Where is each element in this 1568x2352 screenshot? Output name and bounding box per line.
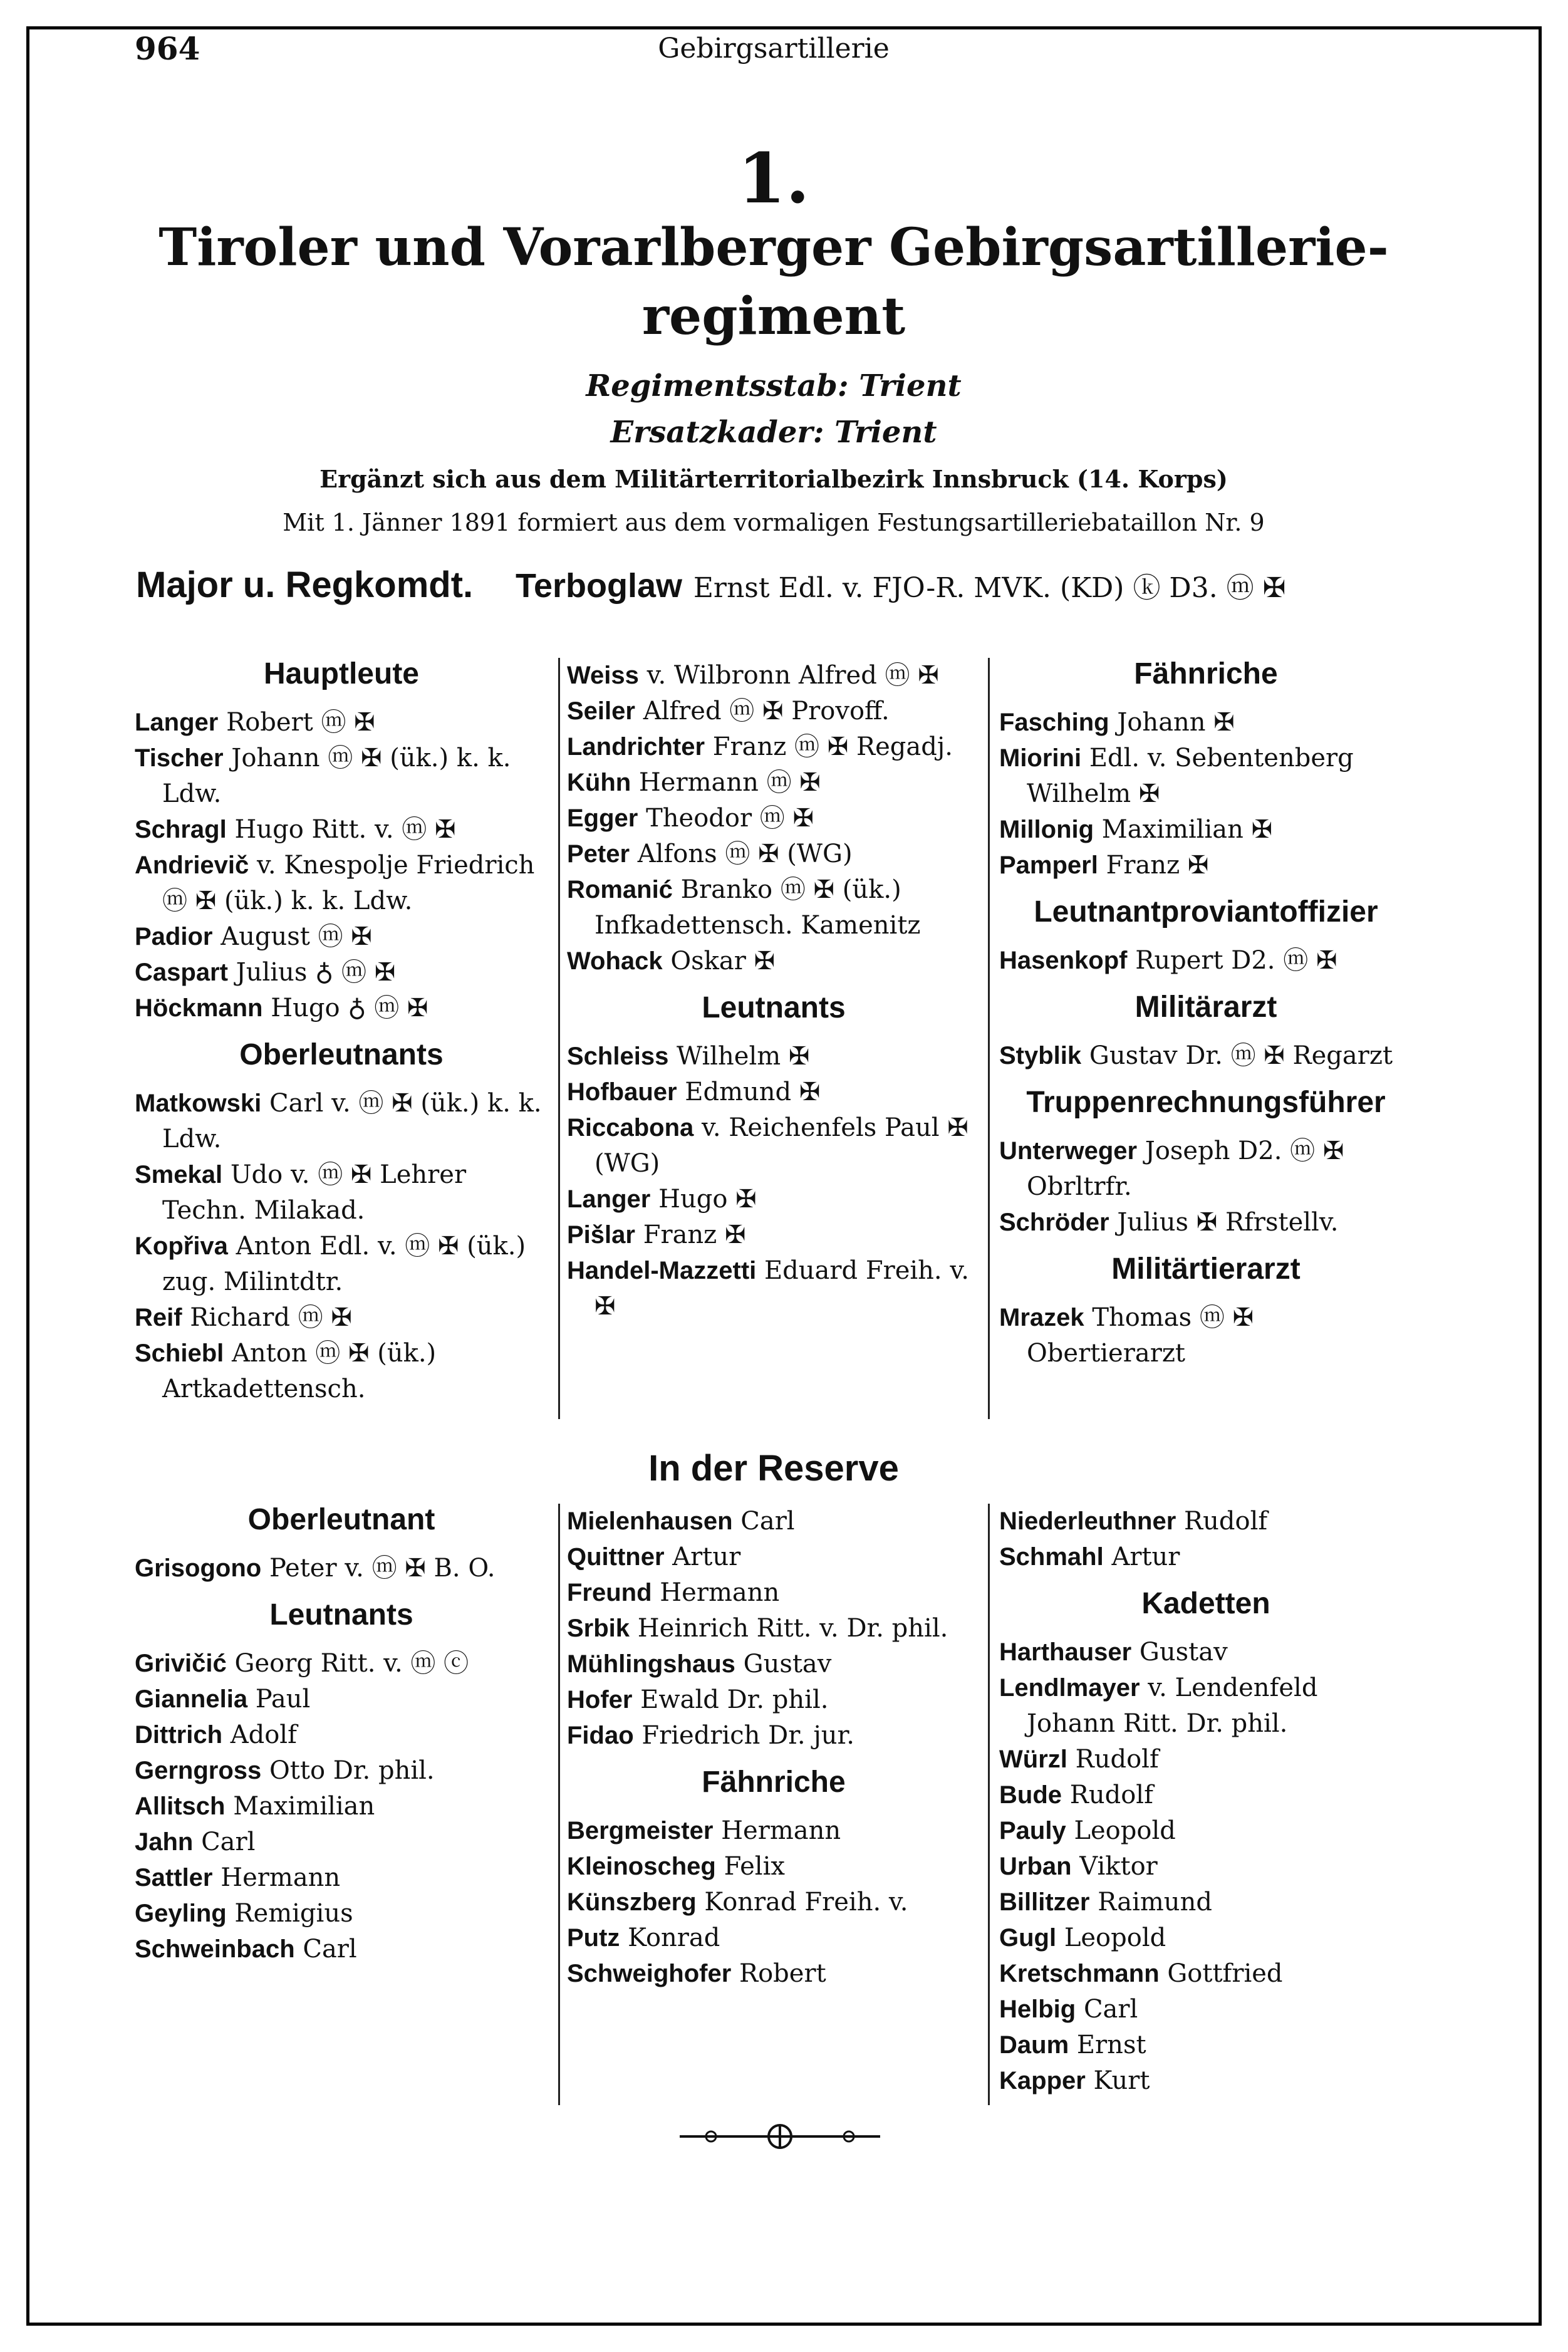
roster-entry: [567, 872, 980, 944]
given-name-and-details: Viktor: [1079, 1852, 1158, 1881]
roster-entry: [135, 1682, 548, 1717]
given-name-and-details: Remigius: [234, 1899, 353, 1928]
surname: Kapper: [999, 2067, 1086, 2094]
surname: Daum: [999, 2031, 1069, 2059]
roster-entry: [999, 1504, 1413, 1539]
roster-entry: [567, 1217, 980, 1253]
rank-heading: Kadetten: [1141, 1587, 1270, 1620]
surname: Millonig: [999, 816, 1094, 843]
surname: Giannelia: [135, 1685, 248, 1713]
surname: Mielenhausen: [567, 1507, 733, 1535]
surname: Weiss: [567, 662, 639, 689]
surname: Kretschmann: [999, 1960, 1160, 1987]
given-name-and-details: Thomas ⓜ ✠ Obertierarzt: [1027, 1303, 1254, 1368]
given-name-and-details: Carl: [201, 1828, 256, 1856]
surname: Handel-Mazzetti: [567, 1257, 757, 1284]
given-name-and-details: Rudolf: [1069, 1781, 1153, 1809]
given-name-and-details: Artur: [672, 1543, 741, 1571]
surname: Hofer: [567, 1686, 633, 1714]
surname: Gerngross: [135, 1757, 262, 1784]
given-name-and-details: Franz ✠: [643, 1220, 746, 1249]
surname: Schweighofer: [567, 1960, 732, 1987]
regiment-title: [128, 213, 1419, 351]
given-name-and-details: Rupert D2. ⓜ ✠: [1135, 946, 1337, 975]
given-name-and-details: Hermann: [721, 1816, 841, 1845]
roster-entry: [999, 1956, 1413, 1992]
reserve-column-1: [135, 1491, 548, 1967]
active-column-2: [567, 658, 980, 1324]
roster-entry: [567, 1885, 980, 1920]
regimentsstab: Regimentsstab: Trient: [586, 368, 962, 403]
given-name-and-details: v. Knespolje Friedrich ⓜ ✠ (ük.) k. k. Ldw.: [162, 851, 535, 915]
roster-entry: [135, 955, 548, 991]
surname: Fidao: [567, 1722, 634, 1749]
surname: Landrichter: [567, 733, 705, 761]
surname: Billitzer: [999, 1888, 1090, 1916]
given-name-and-details: Hermann ⓜ ✠: [638, 768, 821, 797]
surname: Freund: [567, 1579, 652, 1606]
surname: Mühlingshaus: [567, 1650, 735, 1678]
column-divider: [558, 1504, 560, 2105]
reserve-column-2: [567, 1504, 980, 1992]
roster-entry: [999, 1635, 1413, 1670]
roster-entry: [567, 836, 980, 872]
roster-entry: [135, 1157, 548, 1229]
roster-entry: [567, 694, 980, 729]
roster-entry: [567, 944, 980, 979]
surname: Sattler: [135, 1864, 213, 1891]
roster-entry: [567, 1039, 980, 1075]
surname: Harthauser: [999, 1638, 1132, 1666]
given-name-and-details: Maximilian ✠: [1101, 815, 1273, 844]
roster-entry: [567, 1920, 980, 1956]
rank-heading: Oberleutnants: [239, 1038, 444, 1071]
roster-entry: [567, 1182, 980, 1217]
roster-entry: [999, 1670, 1413, 1742]
given-name-and-details: Artur: [1111, 1543, 1180, 1571]
surname: Riccabona: [567, 1114, 694, 1142]
roster-entry: [999, 2027, 1413, 2063]
active-column-1: [135, 645, 548, 1407]
surname: Niederleuthner: [999, 1507, 1176, 1535]
page-number: 964: [135, 30, 200, 67]
roster-entry: [135, 1300, 548, 1336]
surname: Jahn: [135, 1828, 194, 1856]
surname: Schiebl: [135, 1340, 224, 1367]
surname: Quittner: [567, 1543, 665, 1571]
surname: Caspart: [135, 959, 228, 986]
given-name-and-details: Hugo Ritt. v. ⓜ ✠: [234, 815, 456, 844]
surname: Allitsch: [135, 1793, 226, 1820]
roster-entry: [567, 801, 980, 836]
surname: Putz: [567, 1924, 620, 1952]
given-name-and-details: Konrad Freih. v.: [704, 1888, 908, 1917]
roster-entry: [999, 848, 1413, 883]
given-name-and-details: Leopold: [1074, 1816, 1176, 1845]
surname: Kopřiva: [135, 1232, 228, 1260]
roster-entry: [135, 705, 548, 741]
given-name-and-details: Hermann: [221, 1863, 341, 1892]
given-name-and-details: Julius ✠ Rfrstellv.: [1117, 1208, 1339, 1237]
roster-entry: [999, 705, 1413, 741]
surname: Pauly: [999, 1817, 1066, 1845]
roster-entry: [135, 1086, 548, 1157]
roster-entry: [135, 1753, 548, 1789]
given-name-and-details: Branko ⓜ ✠ (ük.) Infkadettensch. Kamenitz: [594, 875, 921, 940]
roster-entry: [567, 1718, 980, 1754]
surname: Seiler: [567, 697, 635, 725]
end-ornament: [673, 2118, 886, 2155]
rank-heading: Leutnantproviantoffizier: [1034, 895, 1378, 929]
ersatzkader: Ersatzkader: Trient: [610, 415, 937, 450]
section-number: 1.: [737, 138, 810, 219]
roster-entry: [999, 1992, 1413, 2027]
regiment-title-line1: Tiroler und Vorarlberger Gebirgsartillerie-: [158, 217, 1389, 278]
surname: Schleiss: [567, 1043, 669, 1070]
surname: Wohack: [567, 947, 663, 975]
roster-entry: [999, 1777, 1413, 1813]
roster-entry: [999, 2063, 1413, 2099]
reserve-column-3: [999, 1504, 1413, 2099]
roster-entry: [999, 1849, 1413, 1885]
roster-entry: [567, 1539, 980, 1575]
surname: Mrazek: [999, 1304, 1084, 1331]
given-name-and-details: Kurt: [1093, 2066, 1150, 2095]
given-name-and-details: Hugo ♁ ⓜ ✠: [271, 994, 428, 1022]
given-name-and-details: Joseph D2. ⓜ ✠ Obrltrfr.: [1027, 1137, 1344, 1201]
given-name-and-details: Carl: [1083, 1995, 1138, 2024]
given-name-and-details: Paul: [255, 1685, 311, 1714]
surname: Langer: [135, 709, 219, 736]
given-name-and-details: v. Reichenfels Paul ✠ (WG): [594, 1113, 968, 1178]
given-name-and-details: Edmund ✠: [685, 1078, 821, 1106]
surname: Pišlar: [567, 1221, 635, 1249]
surname: Tischer: [135, 744, 224, 772]
rank-heading: Hauptleute: [263, 657, 419, 690]
given-name-and-details: Gustav Dr. ⓜ ✠ Regarzt: [1089, 1041, 1393, 1070]
given-name-and-details: Franz ⓜ ✠ Regadj.: [712, 732, 953, 761]
roster-entry: [567, 1813, 980, 1849]
rank-heading: Militärtierarzt: [1111, 1252, 1301, 1286]
surname: Schröder: [999, 1209, 1109, 1236]
given-name-and-details: Wilhelm ✠: [677, 1042, 810, 1071]
surname: Smekal: [135, 1161, 223, 1189]
surname: Matkowski: [135, 1090, 262, 1117]
roster-entry: [567, 1611, 980, 1647]
surname: Gugl: [999, 1924, 1057, 1952]
surname: Reif: [135, 1304, 182, 1331]
surname: Hasenkopf: [999, 947, 1128, 974]
commander-line: [136, 564, 1286, 606]
given-name-and-details: Konrad: [628, 1923, 720, 1952]
roster-entry: [567, 1682, 980, 1718]
given-name-and-details: Franz ✠: [1106, 851, 1209, 880]
roster-entry: [135, 1932, 548, 1967]
given-name-and-details: Adolf: [230, 1720, 297, 1749]
surname: Schragl: [135, 816, 227, 843]
given-name-and-details: Richard ⓜ ✠: [190, 1303, 352, 1332]
roster-entry: [567, 1504, 980, 1539]
roster-entry: [567, 1575, 980, 1611]
reserve-heading: In der Reserve: [648, 1448, 899, 1489]
surname: Grisogono: [135, 1554, 262, 1582]
roster-entry: [999, 1205, 1413, 1241]
surname: Kühn: [567, 769, 631, 796]
given-name-and-details: Georg Ritt. v. ⓜ ⓒ: [234, 1649, 469, 1678]
regiment-title-line2: regiment: [641, 286, 906, 346]
given-name-and-details: Robert: [739, 1959, 826, 1988]
surname: Würzl: [999, 1746, 1067, 1773]
rank-heading: Oberleutnant: [247, 1503, 435, 1536]
given-name-and-details: Gustav: [1139, 1638, 1228, 1667]
roster-entry: [999, 1539, 1413, 1575]
roster-entry: [135, 1789, 548, 1824]
roster-entry: [135, 1896, 548, 1932]
rank-heading: Leutnants: [269, 1598, 413, 1631]
roster-entry: [135, 991, 548, 1026]
given-name-and-details: Carl v. ⓜ ✠ (ük.) k. k. Ldw.: [162, 1089, 542, 1153]
roster-entry: [567, 1253, 980, 1324]
roster-entry: [999, 1742, 1413, 1777]
roster-entry: [999, 812, 1413, 848]
given-name-and-details: Felix: [724, 1852, 785, 1881]
surname: Kleinoscheg: [567, 1853, 716, 1880]
roster-entry: [567, 1956, 980, 1992]
surname: Künszberg: [567, 1888, 697, 1916]
surname: Unterweger: [999, 1137, 1138, 1165]
given-name-and-details: Johann ✠: [1117, 708, 1235, 737]
given-name-and-details: Gottfried: [1167, 1959, 1283, 1988]
given-name-and-details: Maximilian: [233, 1792, 375, 1821]
column-divider: [558, 658, 560, 1419]
roster-entry: [567, 1849, 980, 1885]
given-name-and-details: Edl. v. Sebentenberg Wilhelm ✠: [1027, 744, 1354, 808]
roster-entry: [567, 1647, 980, 1682]
surname: Lendlmayer: [999, 1674, 1140, 1702]
ergaenzung-note: Ergänzt sich aus dem Militärterritorialbezirk Innsbruck (14. Korps): [319, 465, 1228, 493]
surname: Höckmann: [135, 994, 263, 1022]
surname: Egger: [567, 804, 638, 832]
roster-entry: [999, 1813, 1413, 1849]
column-divider: [988, 1504, 990, 2105]
commander-label: Major u. Regkomdt.: [136, 565, 474, 605]
given-name-and-details: Carl: [303, 1935, 357, 1964]
roster-entry: [999, 1885, 1413, 1920]
roster-entry: [567, 1075, 980, 1110]
given-name-and-details: v. Lendenfeld Johann Ritt. Dr. phil.: [1027, 1673, 1318, 1738]
given-name-and-details: Rudolf: [1075, 1745, 1159, 1774]
given-name-and-details: Hermann: [660, 1578, 780, 1607]
roster-entry: [999, 1920, 1413, 1956]
given-name-and-details: Robert ⓜ ✠: [226, 708, 375, 737]
given-name-and-details: Anton ⓜ ✠ (ük.) Artkadettensch.: [162, 1339, 437, 1403]
given-name-and-details: Anton Edl. v. ⓜ ✠ (ük.) zug. Milintdtr.: [162, 1232, 526, 1296]
roster-entry: [135, 1824, 548, 1860]
commander-name: Terboglaw: [515, 567, 682, 605]
surname: Pamperl: [999, 851, 1098, 879]
surname: Schmahl: [999, 1543, 1104, 1571]
active-column-3: [999, 645, 1413, 1371]
given-name-and-details: Oskar ✠: [670, 947, 776, 976]
roster-entry: [999, 1038, 1413, 1074]
roster-entry: [135, 741, 548, 812]
surname: Peter: [567, 840, 630, 868]
surname: Schweinbach: [135, 1935, 295, 1963]
roster-entry: [135, 812, 548, 848]
roster-entry: [567, 765, 980, 801]
given-name-and-details: Udo v. ⓜ ✠ Lehrer Techn. Milakad.: [162, 1160, 467, 1225]
surname: Geyling: [135, 1900, 227, 1927]
roster-entry: [135, 1229, 548, 1300]
given-name-and-details: August ⓜ ✠: [221, 922, 372, 951]
rank-heading: Militärarzt: [1134, 991, 1277, 1024]
roster-entry: [135, 1717, 548, 1753]
rank-heading: Fähnriche: [702, 1766, 846, 1799]
given-name-and-details: Alfons ⓜ ✠ (WG): [637, 840, 853, 868]
given-name-and-details: Alfred ⓜ ✠ Provoff.: [643, 697, 890, 726]
roster-entry: [567, 729, 980, 765]
surname: Urban: [999, 1853, 1072, 1880]
roster-entry: [999, 1133, 1413, 1205]
document-page: [128, 25, 1419, 2256]
given-name-and-details: Rudolf: [1184, 1507, 1268, 1536]
surname: Romanić: [567, 876, 673, 903]
given-name-and-details: Julius ♁ ⓜ ✠: [236, 958, 396, 987]
surname: Srbik: [567, 1615, 630, 1642]
surname: Langer: [567, 1185, 651, 1213]
roster-entry: [135, 1336, 548, 1407]
given-name-and-details: Otto Dr. phil.: [269, 1756, 435, 1785]
surname: Fasching: [999, 709, 1109, 736]
running-title: Gebirgsartillerie: [658, 33, 890, 65]
formation-note: Mit 1. Jänner 1891 formiert aus dem vormaligen Festungsartilleriebataillon Nr. 9: [283, 509, 1265, 536]
roster-entry: [135, 1860, 548, 1896]
surname: Bergmeister: [567, 1817, 714, 1845]
given-name-and-details: Leopold: [1064, 1923, 1166, 1952]
surname: Helbig: [999, 1996, 1076, 2023]
surname: Padior: [135, 923, 213, 950]
rank-heading: Leutnants: [702, 991, 846, 1024]
roster-entry: [567, 1110, 980, 1182]
surname: Miorini: [999, 744, 1082, 772]
given-name-and-details: Raimund: [1098, 1888, 1212, 1917]
given-name-and-details: Friedrich Dr. jur.: [641, 1721, 854, 1750]
rank-heading: Fähnriche: [1134, 657, 1278, 690]
roster-entry: [999, 1300, 1413, 1371]
roster-entry: [135, 1646, 548, 1682]
roster-entry: [999, 741, 1413, 812]
given-name-and-details: Ewald Dr. phil.: [640, 1685, 829, 1714]
column-divider: [988, 658, 990, 1419]
given-name-and-details: Johann ⓜ ✠ (ük.) k. k. Ldw.: [162, 744, 511, 808]
given-name-and-details: Ernst: [1076, 2031, 1146, 2059]
given-name-and-details: Carl: [740, 1507, 795, 1536]
rank-heading: Truppenrechnungsführer: [1026, 1086, 1386, 1119]
surname: Styblik: [999, 1042, 1082, 1069]
surname: Andrievič: [135, 851, 249, 879]
roster-entry: [999, 943, 1413, 979]
given-name-and-details: v. Wilbronn Alfred ⓜ ✠: [646, 661, 939, 690]
roster-entry: [135, 848, 548, 919]
given-name-and-details: Theodor ⓜ ✠: [646, 804, 814, 833]
surname: Bude: [999, 1781, 1062, 1809]
given-name-and-details: Gustav: [743, 1650, 832, 1678]
roster-entry: [567, 658, 980, 694]
roster-entry: [135, 1551, 548, 1586]
surname: Hofbauer: [567, 1078, 677, 1106]
surname: Grivičić: [135, 1650, 227, 1677]
given-name-and-details: Peter v. ⓜ ✠ B. O.: [269, 1554, 496, 1583]
surname: Dittrich: [135, 1721, 222, 1749]
commander-details: Ernst Edl. v. FJO-R. MVK. (KD) ⓚ D3. ⓜ ✠: [693, 572, 1286, 604]
given-name-and-details: Eduard Freih. v. ✠: [594, 1256, 969, 1321]
given-name-and-details: Heinrich Ritt. v. Dr. phil.: [637, 1614, 948, 1643]
given-name-and-details: Hugo ✠: [658, 1185, 757, 1214]
roster-entry: [135, 919, 548, 955]
